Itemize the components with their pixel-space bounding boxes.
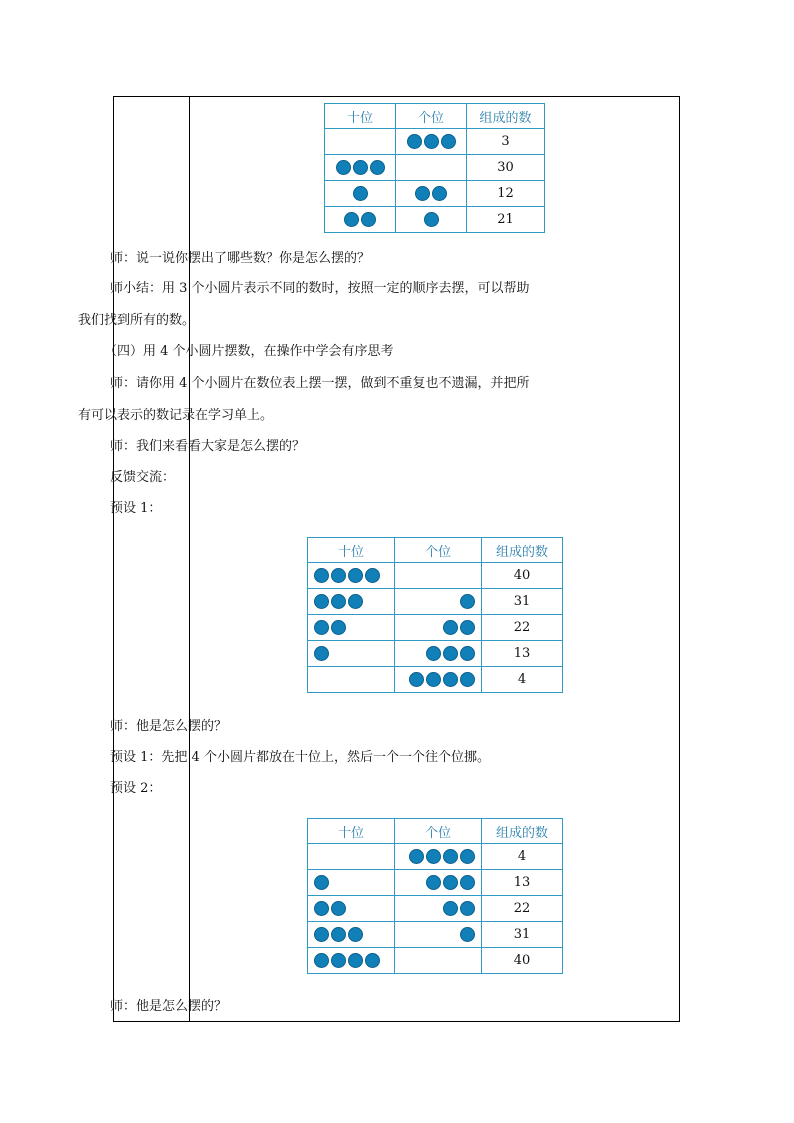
number-cell: 4 (482, 844, 563, 870)
counter-chip-icon (353, 160, 368, 175)
table-row (308, 896, 563, 922)
place-value-table-preset-2 (307, 818, 563, 974)
counter-chip-icon (331, 620, 346, 635)
counter-chip-icon (460, 672, 475, 687)
chip-group (308, 948, 394, 973)
table-row (308, 948, 563, 974)
counter-chip-icon (426, 875, 441, 890)
paragraph: 师：他是怎么摆的？ (110, 719, 228, 734)
ones-cell (395, 667, 482, 693)
counter-chip-icon (443, 875, 458, 890)
header-ones: 个位 (395, 538, 482, 563)
paragraph: 我们找到所有的数。 (78, 313, 196, 328)
header-number: 组成的数 (482, 538, 563, 563)
chip-group (396, 207, 466, 232)
tens-cell (308, 615, 395, 641)
table-row (308, 641, 563, 667)
chip-group (395, 589, 481, 614)
ones-cell (396, 181, 467, 207)
number-cell: 31 (482, 589, 563, 615)
tens-cell (325, 207, 396, 233)
counter-chip-icon (460, 594, 475, 609)
counter-chip-icon (314, 953, 329, 968)
table-row (308, 870, 563, 896)
tens-cell (308, 948, 395, 974)
ones-cell (395, 844, 482, 870)
counter-chip-icon (432, 186, 447, 201)
tens-cell (325, 129, 396, 155)
number-cell: 12 (467, 181, 545, 207)
chip-group (308, 870, 394, 895)
table-row (325, 207, 545, 233)
number-cell: 40 (482, 948, 563, 974)
counter-chip-icon (365, 568, 380, 583)
table-row (308, 844, 563, 870)
chip-group (395, 870, 481, 895)
chip-group (325, 155, 395, 180)
chip-group (325, 181, 395, 206)
header-ones: 个位 (395, 819, 482, 844)
number-cell: 21 (467, 207, 545, 233)
tens-cell (308, 896, 395, 922)
header-tens: 十位 (325, 104, 396, 129)
chip-group (395, 948, 481, 973)
counter-chip-icon (443, 901, 458, 916)
chip-group (325, 129, 395, 154)
counter-chip-icon (409, 849, 424, 864)
chip-group (395, 922, 481, 947)
number-cell: 22 (482, 615, 563, 641)
paragraph: 师：我们来看看大家是怎么摆的？ (110, 439, 306, 454)
tens-cell (308, 922, 395, 948)
counter-chip-icon (331, 927, 346, 942)
chip-group (395, 641, 481, 666)
tens-cell (308, 589, 395, 615)
ones-cell (396, 155, 467, 181)
number-cell: 22 (482, 896, 563, 922)
counter-chip-icon (365, 953, 380, 968)
paragraph: 预设 2： (110, 781, 162, 796)
ones-cell (395, 948, 482, 974)
counter-chip-icon (370, 160, 385, 175)
header-ones: 个位 (396, 104, 467, 129)
table-row (308, 615, 563, 641)
chip-group (308, 563, 394, 588)
table-body (325, 129, 545, 233)
chip-group (308, 589, 394, 614)
table-row (325, 129, 545, 155)
counter-chip-icon (426, 646, 441, 661)
tens-cell (308, 667, 395, 693)
counter-chip-icon (348, 568, 363, 583)
counter-chip-icon (314, 875, 329, 890)
chip-group (308, 844, 394, 869)
counter-chip-icon (460, 849, 475, 864)
chip-group (308, 896, 394, 921)
counter-chip-icon (443, 620, 458, 635)
counter-chip-icon (314, 620, 329, 635)
counter-chip-icon (460, 901, 475, 916)
counter-chip-icon (348, 594, 363, 609)
ones-cell (396, 207, 467, 233)
number-cell: 31 (482, 922, 563, 948)
counter-chip-icon (426, 672, 441, 687)
counter-chip-icon (441, 134, 456, 149)
paragraph: 师：请你用 4 个小圆片在数位表上摆一摆，做到不重复也不遗漏，并把所 (110, 376, 530, 391)
chip-group (395, 896, 481, 921)
number-cell: 30 (467, 155, 545, 181)
header-tens: 十位 (308, 538, 395, 563)
header-number: 组成的数 (482, 819, 563, 844)
ones-cell (395, 641, 482, 667)
counter-chip-icon (460, 620, 475, 635)
table-row (308, 667, 563, 693)
counter-chip-icon (407, 134, 422, 149)
counter-chip-icon (424, 134, 439, 149)
counter-chip-icon (361, 212, 376, 227)
counter-chip-icon (348, 953, 363, 968)
place-value-table-preset-1 (307, 537, 563, 693)
paragraph: 预设 1：先把 4 个小圆片都放在十位上，然后一个一个往个位挪。 (110, 750, 490, 765)
place-value-table-3-chips (324, 103, 545, 233)
counter-chip-icon (460, 646, 475, 661)
header-tens: 十位 (308, 819, 395, 844)
ones-cell (395, 589, 482, 615)
chip-group (325, 207, 395, 232)
ones-cell (395, 922, 482, 948)
counter-chip-icon (331, 594, 346, 609)
paragraph: 师：说一说你摆出了哪些数？你是怎么摆的？ (110, 251, 371, 266)
paragraph: 预设 1： (110, 501, 162, 516)
tens-cell (325, 155, 396, 181)
counter-chip-icon (353, 186, 368, 201)
ones-cell (395, 896, 482, 922)
chip-group (396, 155, 466, 180)
chip-group (395, 667, 481, 692)
tens-cell (308, 870, 395, 896)
counter-chip-icon (314, 646, 329, 661)
tens-cell (325, 181, 396, 207)
chip-group (308, 615, 394, 640)
counter-chip-icon (443, 849, 458, 864)
counter-chip-icon (443, 672, 458, 687)
counter-chip-icon (314, 927, 329, 942)
counter-chip-icon (314, 568, 329, 583)
number-cell: 13 (482, 641, 563, 667)
chip-group (396, 181, 466, 206)
chip-group (308, 922, 394, 947)
counter-chip-icon (314, 901, 329, 916)
chip-group (396, 129, 466, 154)
column-divider (189, 97, 190, 1021)
number-cell: 40 (482, 563, 563, 589)
counter-chip-icon (443, 646, 458, 661)
table-row (308, 922, 563, 948)
counter-chip-icon (331, 901, 346, 916)
counter-chip-icon (460, 927, 475, 942)
chip-group (395, 615, 481, 640)
number-cell: 4 (482, 667, 563, 693)
counter-chip-icon (460, 875, 475, 890)
ones-cell (395, 870, 482, 896)
counter-chip-icon (314, 594, 329, 609)
counter-chip-icon (331, 568, 346, 583)
ones-cell (396, 129, 467, 155)
chip-group (308, 667, 394, 692)
counter-chip-icon (415, 186, 430, 201)
counter-chip-icon (348, 927, 363, 942)
counter-chip-icon (344, 212, 359, 227)
tens-cell (308, 563, 395, 589)
table-row (325, 181, 545, 207)
number-cell: 13 (482, 870, 563, 896)
ones-cell (395, 615, 482, 641)
counter-chip-icon (409, 672, 424, 687)
section-heading: （四）用 4 个小圆片摆数，在操作中学会有序思考 (104, 344, 394, 359)
table-body (308, 563, 563, 693)
tens-cell (308, 844, 395, 870)
ones-cell (395, 563, 482, 589)
table-body (308, 844, 563, 974)
chip-group (395, 563, 481, 588)
table-row (308, 589, 563, 615)
paragraph: 师小结：用 3 个小圆片表示不同的数时，按照一定的顺序去摆，可以帮助 (110, 281, 530, 296)
table-row (325, 155, 545, 181)
counter-chip-icon (426, 849, 441, 864)
tens-cell (308, 641, 395, 667)
counter-chip-icon (424, 212, 439, 227)
paragraph: 有可以表示的数记录在学习单上。 (78, 408, 274, 423)
paragraph: 师：他是怎么摆的？ (110, 999, 228, 1014)
chip-group (395, 844, 481, 869)
table-row (308, 563, 563, 589)
chip-group (308, 641, 394, 666)
counter-chip-icon (331, 953, 346, 968)
paragraph: 反馈交流： (110, 470, 176, 485)
number-cell: 3 (467, 129, 545, 155)
counter-chip-icon (336, 160, 351, 175)
header-number: 组成的数 (467, 104, 545, 129)
